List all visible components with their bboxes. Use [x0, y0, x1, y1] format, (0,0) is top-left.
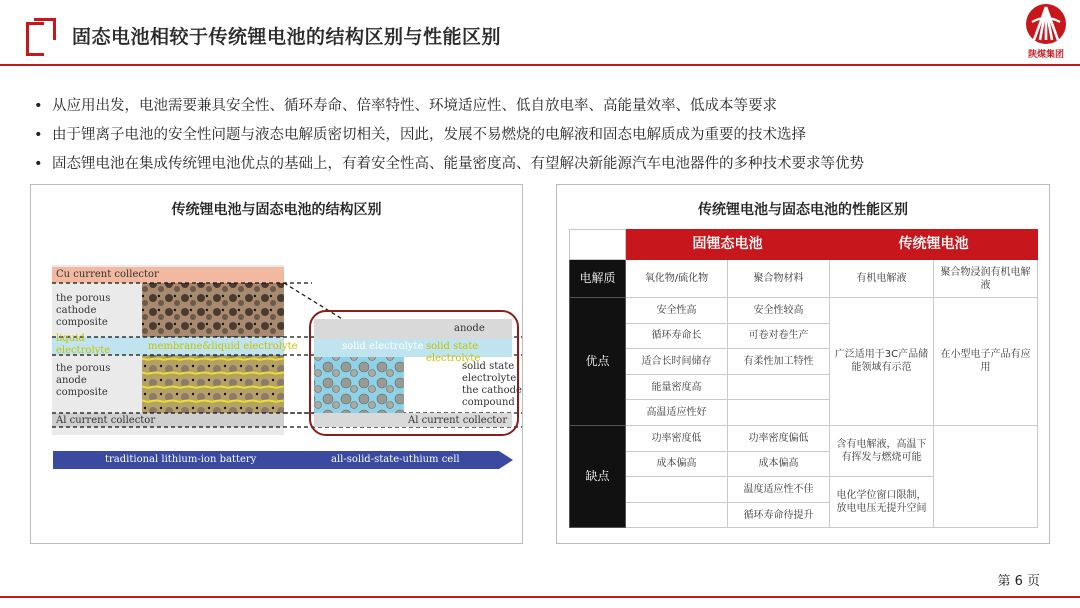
table-cell: 广泛适用于3C产品储能领域有示范 [830, 298, 934, 426]
table-cell: 循环寿命待提升 [728, 502, 830, 528]
label-solid-electrolyte: solid electrolyte [342, 341, 424, 352]
table-cell: 高温适应性好 [626, 400, 728, 426]
table-cell: 功率密度低 [626, 425, 728, 451]
table-cell: 可卷对卷生产 [728, 323, 830, 349]
bullet-list [34, 92, 1054, 179]
label-solid-state-electrolyte: solid state electrolyte [426, 341, 481, 364]
table-cell: 循环寿命长 [626, 323, 728, 349]
row-label-disadvantages: 缺点 [570, 425, 626, 527]
table-cell: 有机电解液 [830, 260, 934, 298]
table-cell: 含有电解液，高温下有挥发与燃烧可能 [830, 425, 934, 476]
logo-icon [1024, 2, 1068, 46]
bullet-text: 固态锂电池在集成传统锂电池优点的基础上，有着安全性高、能量密度高、有望解决新能源汽车电池器件的多种技术要求等优势 [52, 156, 864, 172]
bullet-marker: • [34, 98, 43, 114]
bullet-item [34, 92, 1054, 121]
company-logo [1018, 2, 1074, 64]
table-cell: 适合长时间储存 [626, 349, 728, 375]
table-cell: 安全性高 [626, 298, 728, 324]
label-anode-composite: the porous anode composite [56, 363, 111, 398]
label-cathode-compound: solid state electrolyte the cathode compound [462, 361, 522, 408]
battery-structure-diagram [52, 265, 522, 475]
logo-text: 陕煤集团 [1027, 50, 1064, 60]
table-row [570, 298, 1038, 324]
performance-table [569, 229, 1038, 528]
header-divider [0, 64, 1080, 66]
performance-panel-title: 传统锂电池与固态电池的性能区别 [698, 202, 908, 218]
page-number: 第 6 页 [997, 574, 1040, 589]
table-cell: 安全性较高 [728, 298, 830, 324]
page-title: 固态电池相较于传统锂电池的结构区别与性能区别 [72, 26, 502, 48]
structure-panel [30, 184, 523, 544]
table-cell: 能量密度高 [626, 374, 728, 400]
label-cathode-composite: the porous cathode composite [56, 293, 111, 328]
table-cell: 在小型电子产品有应用 [934, 298, 1038, 426]
table-row [570, 425, 1038, 451]
bullet-marker: • [34, 127, 43, 143]
bullet-marker: • [34, 156, 43, 172]
col-header-solid: 固锂态电池 [626, 230, 830, 260]
arrow-label-solid-state: all-solid-state-uthium cell [331, 454, 460, 465]
table-cell: 氧化物/硫化物 [626, 260, 728, 298]
table-cell: 聚合物材料 [728, 260, 830, 298]
table-cell: 功率密度偏低 [728, 425, 830, 451]
arrow-label-traditional: traditional lithium-ion battery [105, 454, 257, 465]
title-decoration [26, 18, 54, 56]
table-cell: 成本偏高 [626, 451, 728, 477]
table-cell [728, 374, 830, 400]
table-cell [626, 502, 728, 528]
bullet-text: 从应用出发，电池需要兼具安全性、循环寿命、倍率特性、环境适应性、低自放电率、高能量效率、低成本等要求 [52, 98, 777, 114]
label-al-collector-left: Al current collector [56, 415, 156, 426]
table-cell: 成本偏高 [728, 451, 830, 477]
table-cell [728, 400, 830, 426]
table-corner [570, 230, 626, 260]
bullet-item [34, 150, 1054, 179]
bullet-item [34, 121, 1054, 150]
table-cell: 电化学位窗口限制，放电电压无提升空间 [830, 477, 934, 528]
performance-panel [556, 184, 1050, 544]
bullet-text: 由于锂离子电池的安全性问题与液态电解质密切相关，因此，发展不易燃烧的电解液和固态电解质成为重要的技术选择 [52, 127, 806, 143]
table-cell: 温度适应性不佳 [728, 477, 830, 503]
row-label-advantages: 优点 [570, 298, 626, 426]
table-cell [626, 477, 728, 503]
col-header-traditional: 传统锂电池 [830, 230, 1038, 260]
table-cell [934, 425, 1038, 527]
table-cell: 有柔性加工特性 [728, 349, 830, 375]
label-liquid-electrolyte: liquid electrolyte [56, 333, 111, 356]
label-membrane: membrane&liquid electrolyte [148, 341, 298, 352]
table-cell: 聚合物浸润有机电解液 [934, 260, 1038, 298]
structure-panel-title: 传统锂电池与固态电池的结构区别 [171, 202, 382, 218]
label-anode: anode [454, 323, 485, 334]
footer-divider [0, 596, 1080, 598]
table-row [570, 260, 1038, 298]
label-al-collector-right: Al current collector [408, 415, 508, 426]
label-cu-collector: Cu current collector [56, 269, 159, 280]
row-label-electrolyte: 电解质 [570, 260, 626, 298]
